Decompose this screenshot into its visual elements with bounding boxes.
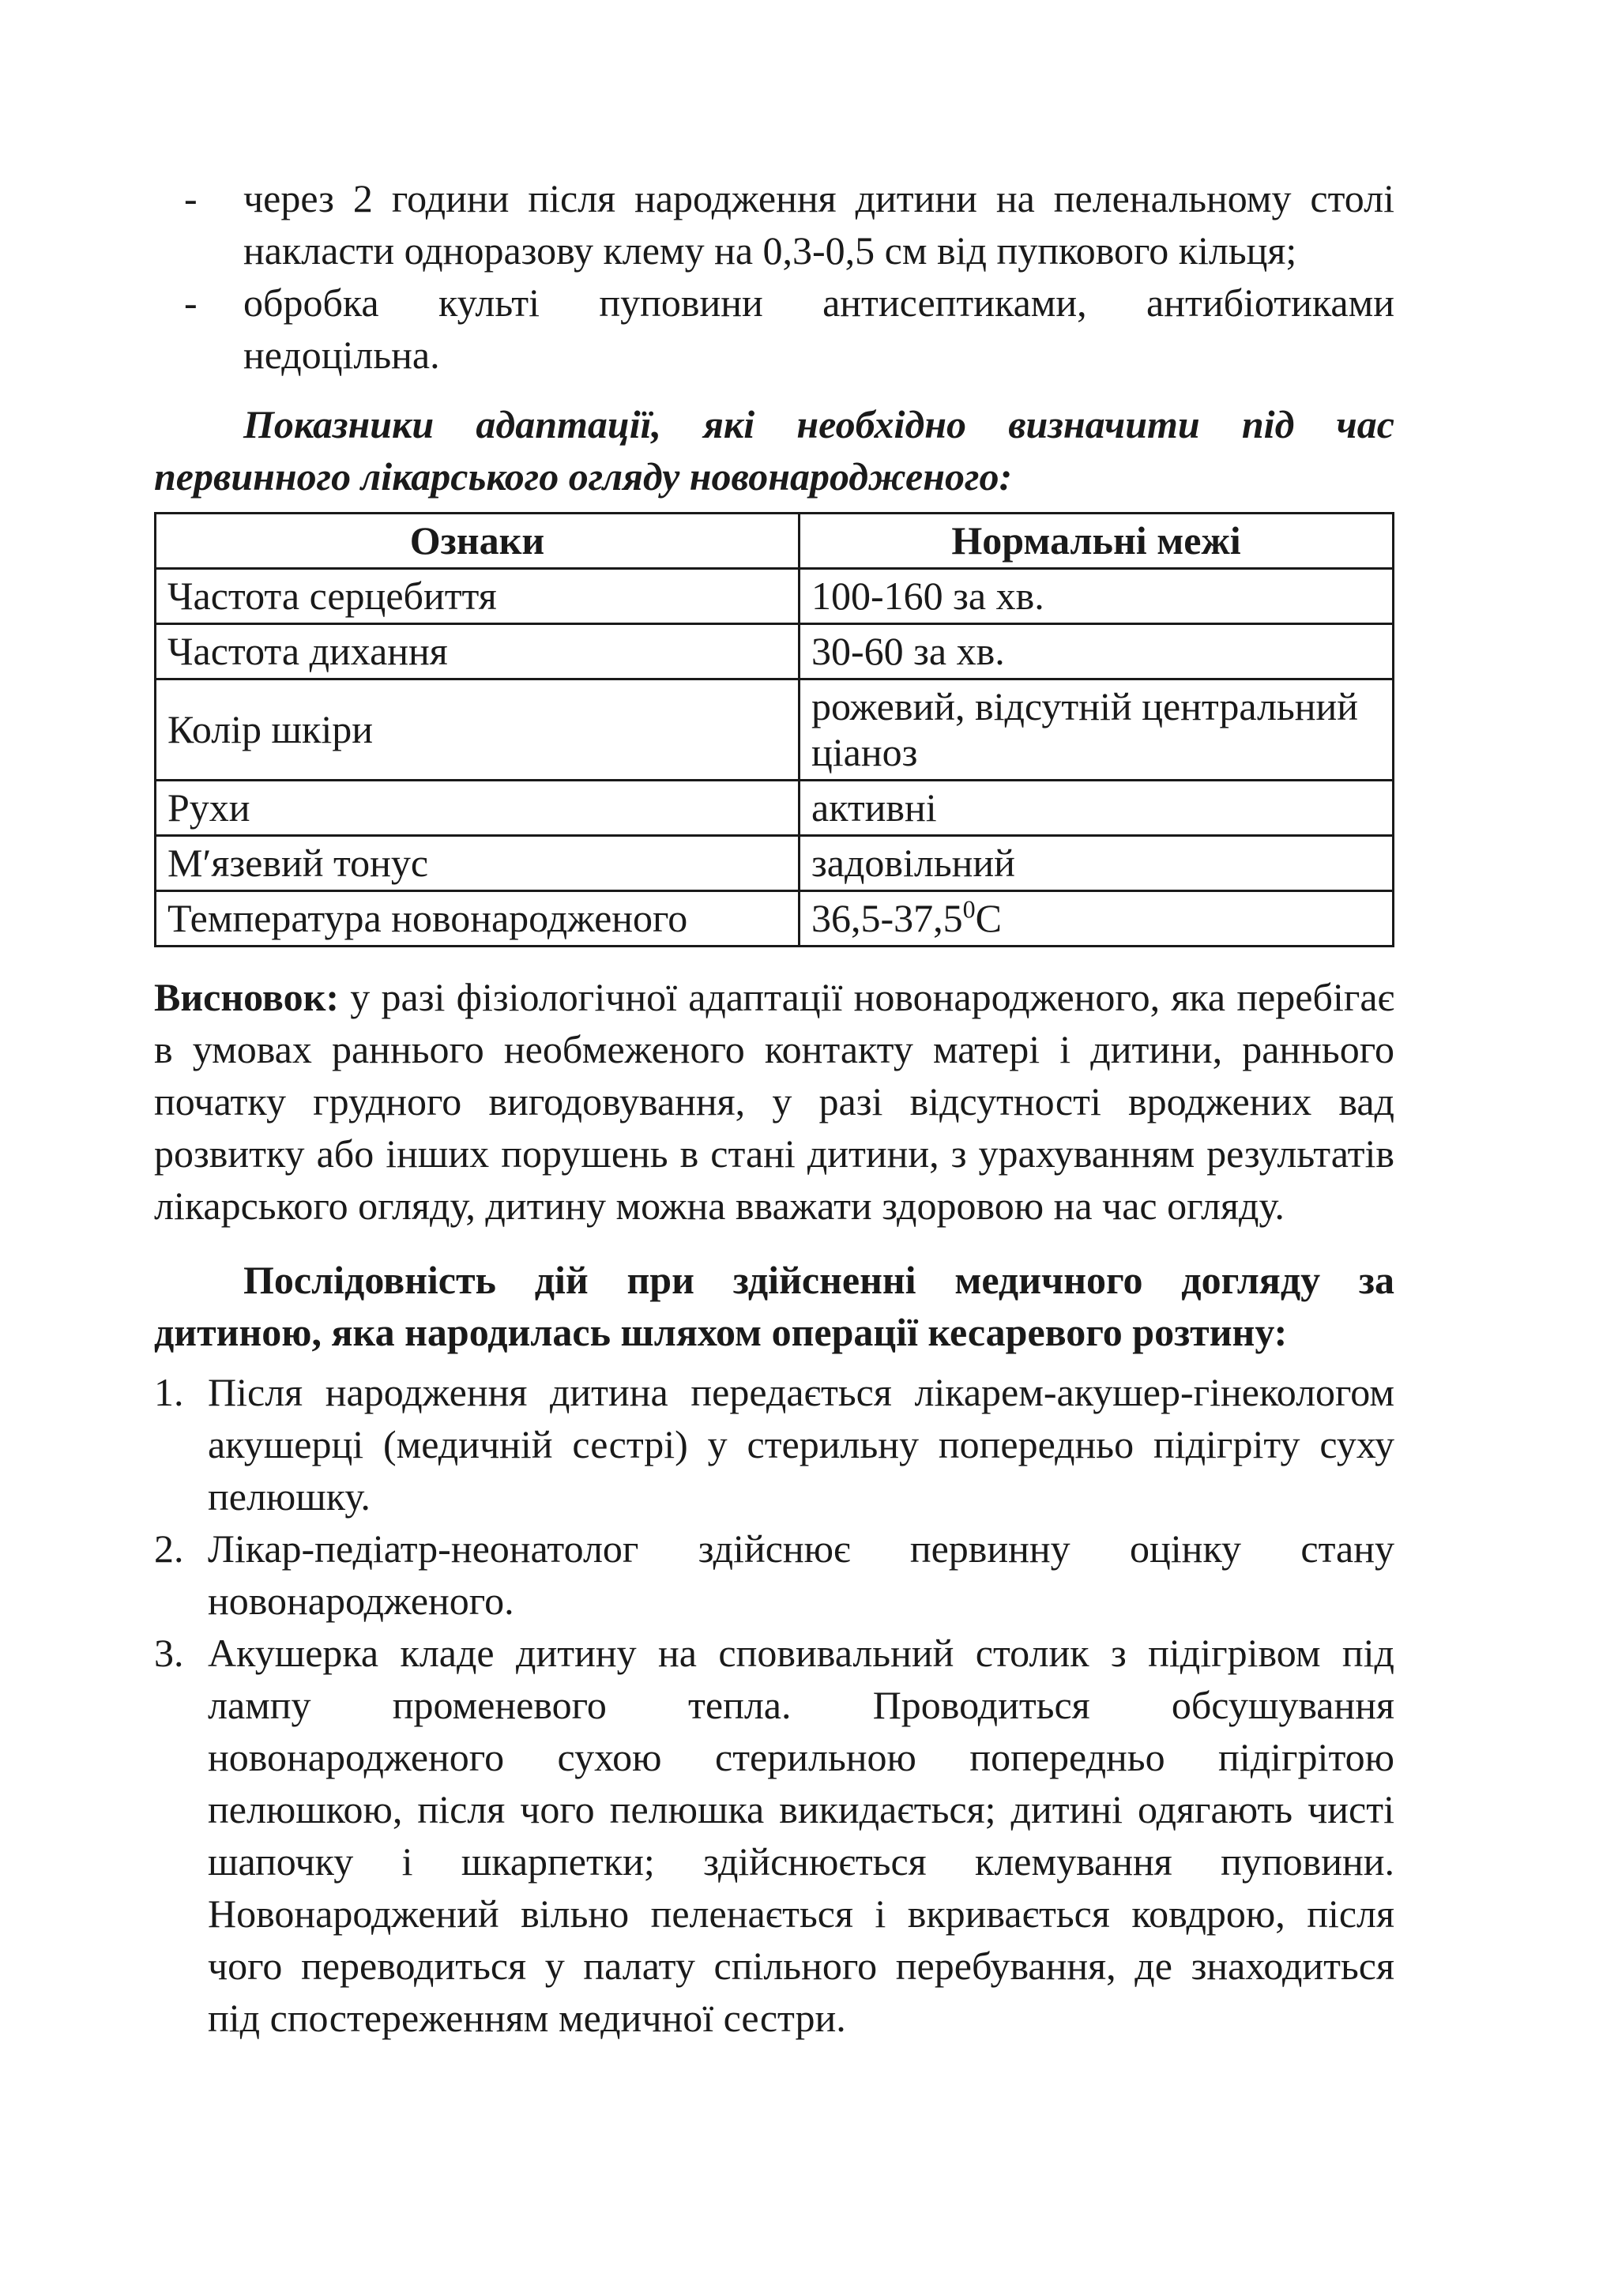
list-item (154, 1366, 1394, 1523)
table-header-row (156, 514, 1394, 569)
step-text: Після народження дитина передається лікарем-акушер-гінекологом акушерці (медичній сестрі) у стерильну попередньо підігріту суху пелюшку. (208, 1370, 1394, 1519)
conclusion-label: Висновок: (154, 975, 340, 1019)
table-row (156, 569, 1394, 624)
table-row (156, 624, 1394, 679)
list-item (154, 1627, 1394, 2044)
degree-superscript: 0 (962, 894, 976, 924)
list-item-text: через 2 години після народження дитини на пеленальному столі накласти одноразову клему на 0,3-0,5 см від пупкового кільця; (243, 176, 1394, 273)
norm-cell: 100-160 за хв. (800, 569, 1394, 624)
page-content (154, 172, 1394, 2044)
column-header-signs: Ознаки (156, 514, 800, 569)
top-bullet-list (154, 172, 1394, 381)
conclusion-text: у разі фізіологічної адаптації новонародженого, яка перебігає в умовах раннього необмеженого контакту матері і дитини, раннього початку грудного вигодовування, у разі відсутності вроджених вад розвитку або інших порушень в стані дитини, з урахуванням результатів лікарського огляду, дитину можна вважати здоровою на час огляду. (154, 975, 1394, 1228)
step-text: Лікар-педіатр-неонатолог здійснює первинну оцінку стану новонародженого. (208, 1526, 1394, 1623)
temperature-unit: C (975, 896, 1003, 940)
list-item (154, 172, 1394, 277)
dash-marker: - (184, 280, 198, 325)
dash-marker: - (184, 176, 198, 220)
table-row (156, 679, 1394, 781)
sign-cell: Рухи (156, 781, 800, 836)
table-row (156, 891, 1394, 947)
temperature-range: 36,5-37,5 (811, 896, 963, 940)
sign-cell: Частота дихання (156, 624, 800, 679)
table-row (156, 781, 1394, 836)
adaptation-heading: Показники адаптації, які необхідно визначити під час первинного лікарського огляду новонародженого: (154, 402, 1394, 499)
adaptation-norms-table (154, 512, 1394, 947)
norm-cell: задовільний (800, 836, 1394, 891)
sign-cell: М′язевий тонус (156, 836, 800, 891)
conclusion-paragraph (154, 971, 1394, 1232)
sign-cell: Частота серцебиття (156, 569, 800, 624)
sign-cell: Температура новонародженого (156, 891, 800, 947)
step-text: Акушерка кладе дитину на сповивальний столик з підігрівом під лампу променевого тепла. Проводиться обсушування новонародженого сухою стерильною попередньо підігрітою пелюшкою, після чого пелюшка викидається; дитині одягають чисті шапочку і шкарпетки; здійснюється клемування пуповини. Новонароджений вільно пеленається і вкривається ковдрою, після чого переводиться у палату спільного перебування, де знаходиться під спостереженням медичної сестри. (208, 1631, 1394, 2040)
list-item (154, 1523, 1394, 1627)
norm-cell (800, 891, 1394, 947)
step-number: 2. (154, 1526, 184, 1571)
sequence-heading: Послідовність дій при здійсненні медичного догляду за дитиною, яка народилась шляхом операції кесаревого розтину: (154, 1258, 1394, 1354)
sign-cell: Колір шкіри (156, 679, 800, 781)
step-number: 1. (154, 1370, 184, 1414)
column-header-norms: Нормальні межі (800, 514, 1394, 569)
list-item-text: обробка культі пуповини антисептиками, антибіотиками недоцільна. (243, 280, 1394, 377)
step-number: 3. (154, 1631, 184, 1675)
norm-cell: 30-60 за хв. (800, 624, 1394, 679)
table-row (156, 836, 1394, 891)
norm-cell: рожевий, відсутній центральний ціаноз (800, 679, 1394, 781)
list-item (154, 277, 1394, 381)
steps-list (154, 1366, 1394, 2044)
norm-cell: активні (800, 781, 1394, 836)
